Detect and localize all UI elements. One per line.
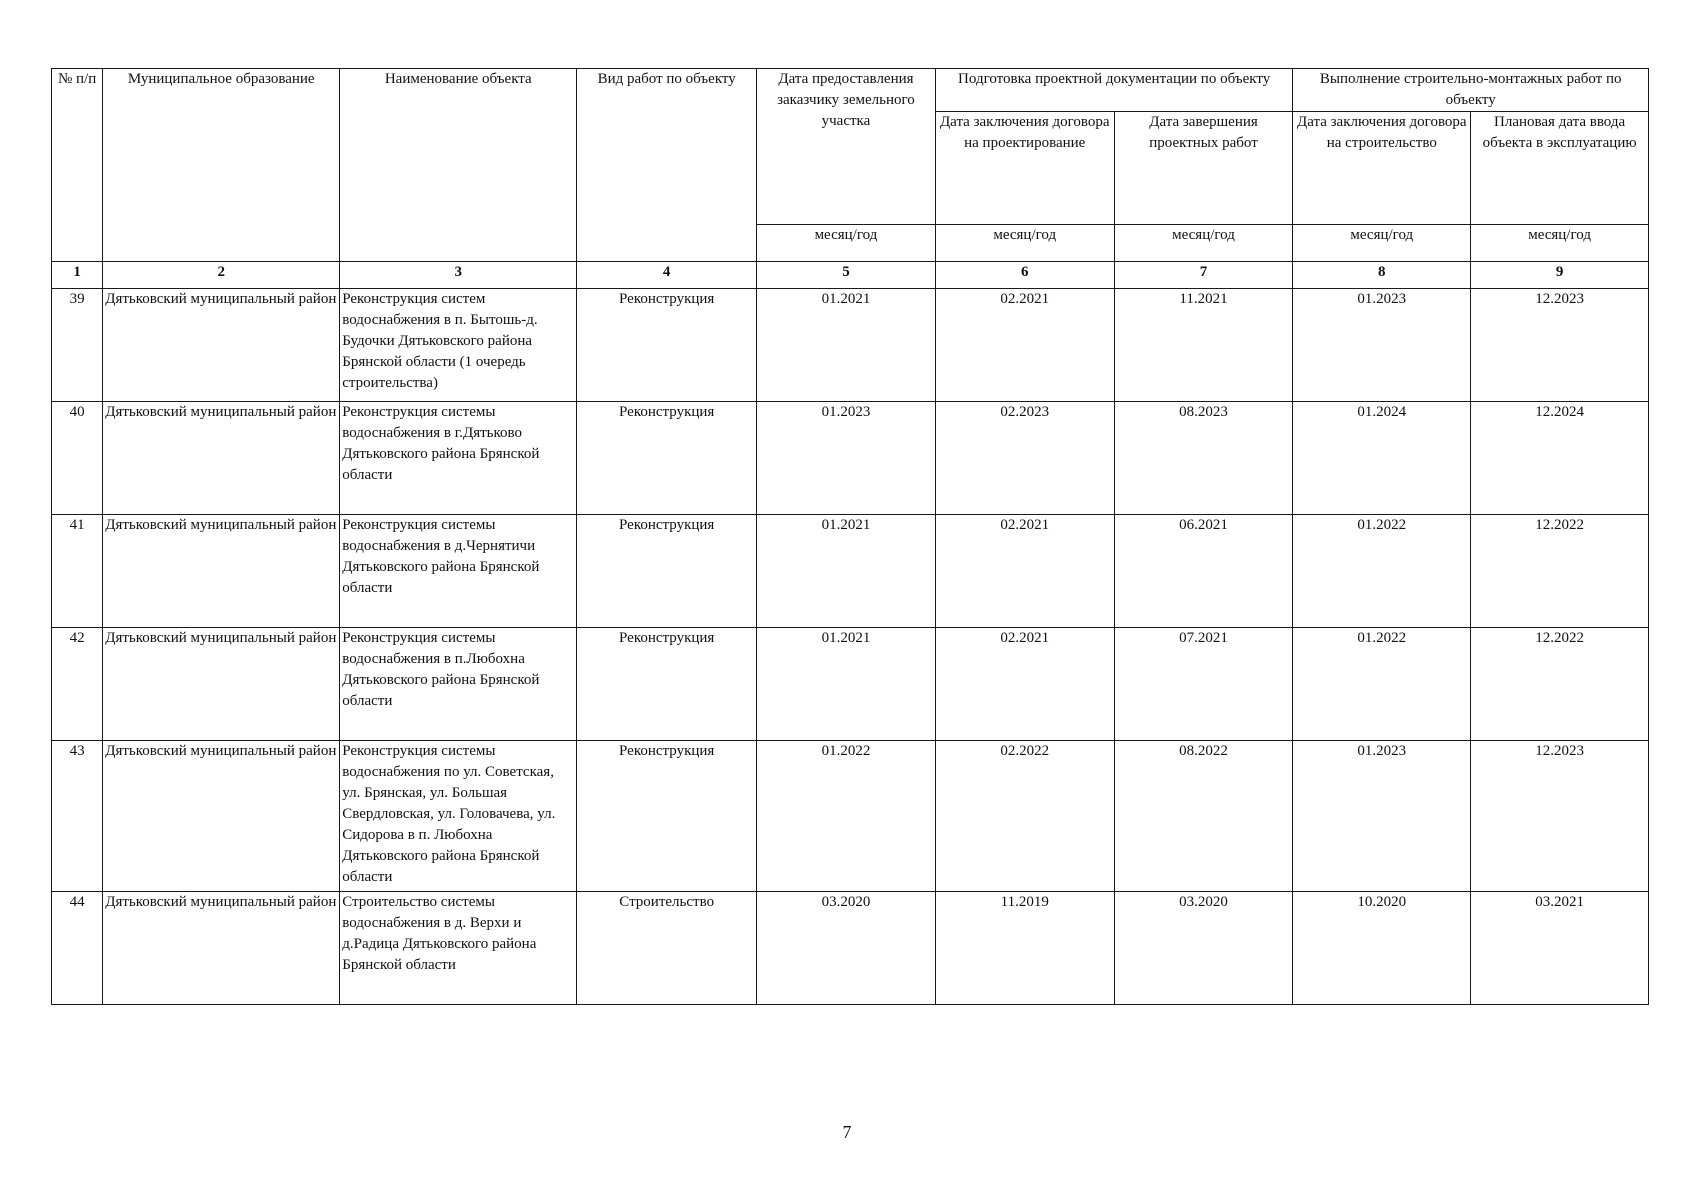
- row-design-complete: 11.2021: [1114, 289, 1293, 402]
- row-design-contract: 02.2022: [935, 741, 1114, 892]
- column-number: 9: [1471, 262, 1649, 289]
- unit-build-contract: месяц/год: [1293, 225, 1471, 262]
- column-number: 3: [340, 262, 577, 289]
- header-land-date-cell: [757, 69, 936, 225]
- row-object: Реконструкция системы водоснабжения в г.Дятьково Дятьковского района Брянской области: [340, 402, 577, 515]
- header-design-contract: Дата заключения договора на проектирование: [939, 114, 1110, 151]
- row-municipality: Дятьковский муниципальный район: [103, 892, 340, 1005]
- column-number: 2: [103, 262, 340, 289]
- row-design-contract: 02.2021: [935, 515, 1114, 628]
- table-row: [52, 892, 1649, 1005]
- column-number: 5: [757, 262, 936, 289]
- header-object: Наименование объекта: [384, 71, 532, 87]
- row-design-complete: 03.2020: [1114, 892, 1293, 1005]
- column-number: 6: [935, 262, 1114, 289]
- table-row: [52, 515, 1649, 628]
- row-land-date: 01.2022: [757, 741, 936, 892]
- header-build-contract-cell: [1293, 112, 1471, 225]
- row-design-contract: 02.2023: [935, 402, 1114, 515]
- header-municipality: Муниципальное образование: [127, 71, 315, 87]
- column-number: 7: [1114, 262, 1293, 289]
- row-number: 39: [52, 289, 103, 402]
- row-commission: 03.2021: [1471, 892, 1649, 1005]
- page-number: 7: [842, 1122, 852, 1142]
- unit-land-date: месяц/год: [757, 225, 936, 262]
- table-row: [52, 741, 1649, 892]
- row-number: 43: [52, 741, 103, 892]
- row-work-type: Строительство: [577, 892, 757, 1005]
- column-number: 1: [52, 262, 103, 289]
- header-design-contract-cell: [935, 112, 1114, 225]
- header-design-group-cell: [935, 69, 1293, 112]
- header-work-type: Вид работ по объекту: [597, 71, 736, 87]
- unit-design-complete: месяц/год: [1114, 225, 1293, 262]
- row-number: 40: [52, 402, 103, 515]
- row-land-date: 01.2021: [757, 289, 936, 402]
- row-work-type: Реконструкция: [577, 402, 757, 515]
- row-number: 42: [52, 628, 103, 741]
- header-construction-group: Выполнение строительно-монтажных работ по объекту: [1319, 71, 1622, 108]
- header-work-type-cell: [577, 69, 757, 262]
- column-number: 4: [577, 262, 757, 289]
- row-land-date: 03.2020: [757, 892, 936, 1005]
- row-work-type: Реконструкция: [577, 628, 757, 741]
- header-number-cell: [52, 69, 103, 262]
- header-commission-cell: [1471, 112, 1649, 225]
- header-commission: Плановая дата ввода объекта в эксплуатацию: [1482, 114, 1637, 151]
- row-object: Реконструкция систем водоснабжения в п. Бытошь-д. Будочки Дятьковского района Брянской области (1 очередь строительства): [340, 289, 577, 402]
- table-row: [52, 628, 1649, 741]
- header-number: № п/п: [57, 71, 97, 87]
- row-design-complete: 08.2022: [1114, 741, 1293, 892]
- row-build-contract: 01.2023: [1293, 741, 1471, 892]
- header-construction-group-cell: [1293, 69, 1649, 112]
- table-row: [52, 402, 1649, 515]
- row-municipality: Дятьковский муниципальный район: [103, 741, 340, 892]
- row-work-type: Реконструкция: [577, 741, 757, 892]
- row-build-contract: 01.2022: [1293, 628, 1471, 741]
- row-design-contract: 11.2019: [935, 892, 1114, 1005]
- row-build-contract: 01.2023: [1293, 289, 1471, 402]
- header-design-complete-cell: [1114, 112, 1293, 225]
- row-commission: 12.2022: [1471, 515, 1649, 628]
- row-object: Реконструкция системы водоснабжения в д.Чернятичи Дятьковского района Брянской области: [340, 515, 577, 628]
- row-work-type: Реконструкция: [577, 515, 757, 628]
- header-design-group: Подготовка проектной документации по объекту: [958, 71, 1271, 87]
- column-number: 8: [1293, 262, 1471, 289]
- header-build-contract: Дата заключения договора на строительство: [1296, 114, 1467, 151]
- row-municipality: Дятьковский муниципальный район: [103, 628, 340, 741]
- row-design-complete: 07.2021: [1114, 628, 1293, 741]
- table-row: [52, 289, 1649, 402]
- row-object: Строительство системы водоснабжения в д. Верхи и д.Радица Дятьковского района Брянской области: [340, 892, 577, 1005]
- row-number: 41: [52, 515, 103, 628]
- row-municipality: Дятьковский муниципальный район: [103, 289, 340, 402]
- row-object: Реконструкция системы водоснабжения в п.Любохна Дятьковского района Брянской области: [340, 628, 577, 741]
- row-work-type: Реконструкция: [577, 289, 757, 402]
- row-municipality: Дятьковский муниципальный район: [103, 515, 340, 628]
- row-commission: 12.2022: [1471, 628, 1649, 741]
- row-design-contract: 02.2021: [935, 289, 1114, 402]
- plan-table: [51, 68, 1649, 1005]
- row-commission: 12.2023: [1471, 741, 1649, 892]
- header-object-cell: [340, 69, 577, 262]
- unit-design-contract: месяц/год: [935, 225, 1114, 262]
- row-build-contract: 01.2022: [1293, 515, 1471, 628]
- row-land-date: 01.2021: [757, 628, 936, 741]
- row-object: Реконструкция системы водоснабжения по ул. Советская, ул. Брянская, ул. Большая Свердловская, ул. Головачева, ул. Сидорова в п. Любохна Дятьковского района Брянской области: [340, 741, 577, 892]
- row-build-contract: 10.2020: [1293, 892, 1471, 1005]
- row-number: 44: [52, 892, 103, 1005]
- row-build-contract: 01.2024: [1293, 402, 1471, 515]
- header-land-date: Дата предоставления заказчику земельного участка: [777, 71, 915, 129]
- row-design-complete: 08.2023: [1114, 402, 1293, 515]
- unit-commission: месяц/год: [1471, 225, 1649, 262]
- row-design-complete: 06.2021: [1114, 515, 1293, 628]
- header-design-complete: Дата завершения проектных работ: [1149, 114, 1258, 151]
- row-land-date: 01.2021: [757, 515, 936, 628]
- column-number-row: [52, 262, 1649, 289]
- row-commission: 12.2023: [1471, 289, 1649, 402]
- row-land-date: 01.2023: [757, 402, 936, 515]
- header-municipality-cell: [103, 69, 340, 262]
- row-design-contract: 02.2021: [935, 628, 1114, 741]
- row-municipality: Дятьковский муниципальный район: [103, 402, 340, 515]
- row-commission: 12.2024: [1471, 402, 1649, 515]
